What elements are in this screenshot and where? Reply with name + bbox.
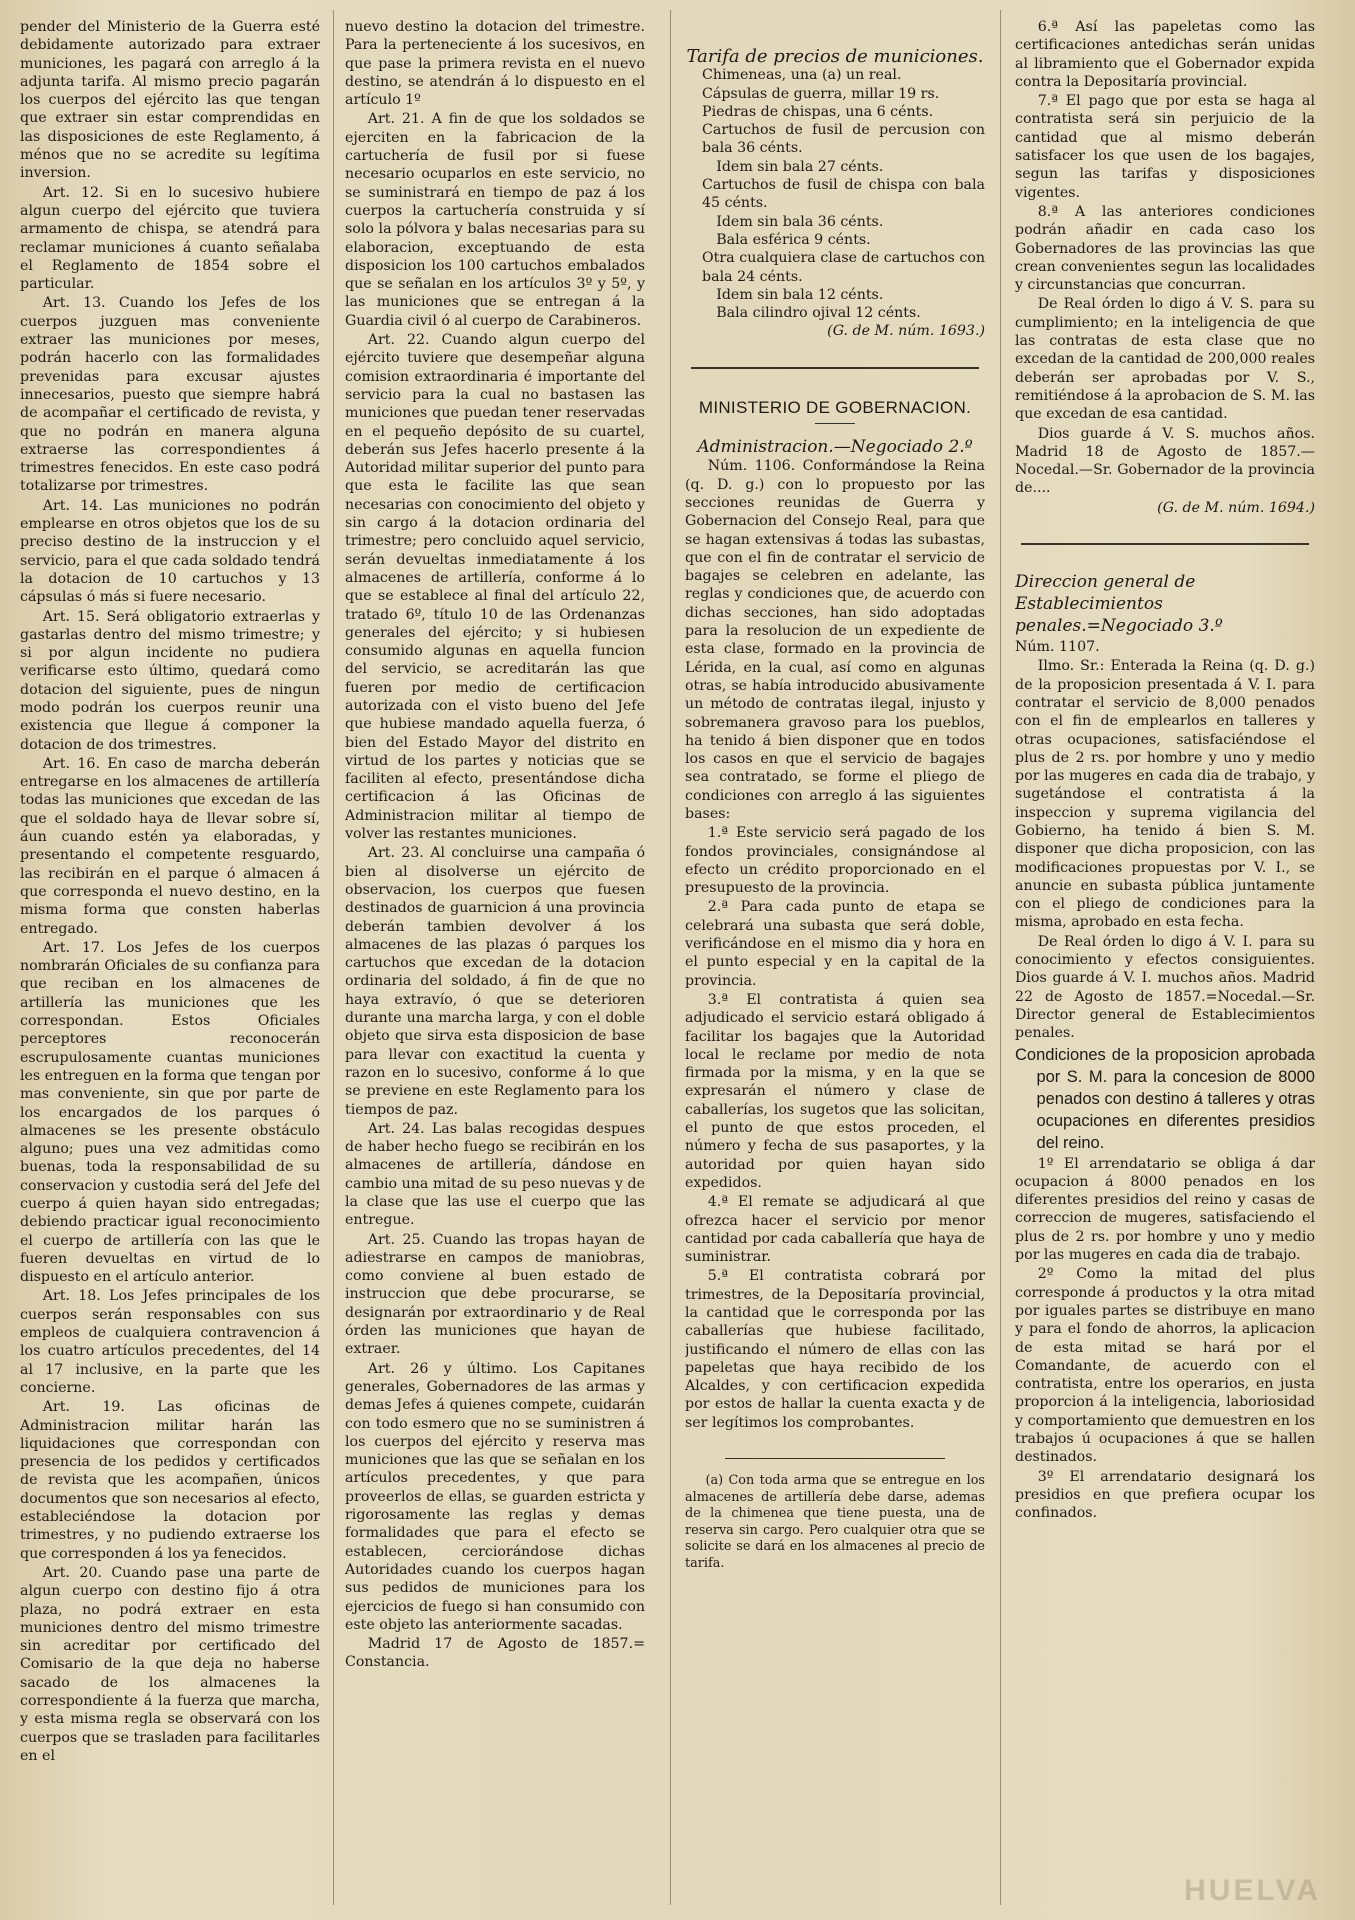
paragraph: Idem sin bala 36 cénts. — [716, 213, 884, 230]
paragraph: Dios guarde á V. S. muchos años. Madrid 18 de Agosto de 1857.— Nocedal.—Sr. Gobernador de la provincia de.... — [1015, 425, 1315, 497]
paragraph: Idem sin bala 12 cénts. — [716, 286, 884, 303]
column-4 — [1015, 18, 1315, 1898]
heading-rule — [815, 423, 855, 424]
tarifa-title: Tarifa de precios de municiones. — [686, 46, 984, 67]
paragraph: Art. 18. Los Jefes principales de los cuerpos serán responsables con sus empleos de cualquiera contravencion á los cuatro artículos precedentes, del 14 al 17 inclusive, en la parte que les concierne. — [20, 1288, 320, 1396]
paragraph: 3º El arrendatario designará los presidios en que prefiera ocupar los confinados. — [1015, 1468, 1315, 1522]
tarifa-list — [685, 66, 985, 322]
paragraph: Art. 17. Los Jefes de los cuerpos nombrarán Oficiales de su confianza para que reciban en los almacenes de artillería las municiones que les correspondan. Estos Oficiales perceptores reconocerán escrupulosamente cuantas municiones les entreguen en la forma que tengan por mas conveniente, sin que por parte de los encargados de los parques ó almacenes se les presente obstáculo alguno; pues una vez admitidas como buenas, toda la responsabilidad de su conservacion y custodia será del Jefe del cuerpo á quien hayan sido entregadas; debiendo practicar igual reconocimiento el cuerpo de artillería con las que le fueren devueltas en virtud de lo dispuesto en el artículo anterior. — [20, 939, 320, 1286]
tarifa-section — [685, 48, 985, 341]
gazette-signature: (G. de M. núm. 1694.) — [1157, 499, 1315, 516]
section-divider — [1021, 543, 1309, 545]
ministry-heading: MINISTERIO DE GOBERNACION. — [698, 397, 972, 417]
paragraph: Art. 23. Al concluirse una campaña ó bien al disolverse un ejército de observacion, los cuerpos que fuesen destinados de guarnicion á una provincia deberán tambien devolver á los almacenes de las plazas ó parques los cartuchos que excedan de la dotacion ordinaria del soldado, á fin de que no haya extravío, ó que se deterioren durante una marcha larga, y con el doble objeto que sirva esta disposicion de base para llevar con exactitud la cuenta y razon en lo sucesivo, conforme á lo que se previene en este Reglamento para los tiempos de paz. — [345, 845, 645, 1118]
paragraph: Art. 12. Si en lo sucesivo hubiere algun cuerpo del ejército que tuviera armamento de chispa, se atendrá para reclamar municiones á cuanto señalaba el Reglamento de 1854 sobre el particular. — [20, 184, 320, 293]
paragraph: pender del Ministerio de la Guerra esté debidamente autorizado para extraer municiones, les pagará con arreglo á la adjunta tarifa. Al mismo precio pagarán los cuerpos del ejército las que tengan que extraer sin estar comprendidas en las disposiciones de este Reglamento, á ménos que no se acredite su legítima inversion. — [20, 19, 320, 182]
paragraph: Art. 15. Será obligatorio extraerlas y gastarlas dentro del mismo trimestre; y si por algun incidente no pudiera verificarse esto último, quedará como dotacion del siguiente, pues de ningun modo podrán los cuerpos reunir una existencia que llegue á componer la dotacion de dos trimestres. — [20, 608, 320, 753]
paragraph: 4.ª El remate se adjudicará al que ofrezca hacer el servicio por menor cantidad por cada caballería que haya de suministrar. — [685, 1194, 985, 1266]
section-heading: Administracion.—Negociado 2.º — [697, 437, 973, 458]
paragraph: 2.ª Para cada punto de etapa se celebrará una subasta que será doble, verificándose en el mismo dia y hora en el punto especial y en la capital de la provincia. — [685, 899, 985, 989]
paragraph: Art. 25. Cuando las tropas hayan de adiestrarse en campos de maniobras, como conviene al buen estado de instruccion que debe procurarse, se designarán por extraordinario y de Real órden las municiones que hayan de extraer. — [345, 1231, 645, 1358]
column-rule — [333, 10, 334, 1905]
paragraph: 8.ª A las anteriores condiciones podrán añadir en cada caso los Gobernadores de las provincias las que crean convenientes segun las localidades y circunstancias que concurran. — [1015, 203, 1315, 294]
paragraph: Art. 19. Las oficinas de Administracion militar harán las liquidaciones que correspondan con presencia de los pedidos y certificados de revista que les acompañen, únicos documentos que son necesarios al efecto, estableciéndose la dotacion por trimestres, y no pudiendo extraerse los que corresponden á los ya fenecidos. — [20, 1399, 320, 1562]
penales-body — [1015, 638, 1315, 1043]
paragraph: 1º El arrendatario se obliga á dar ocupacion á 8000 penados en los diferentes presidios del reino y casas de correccion de mugeres, satisfaciendo el plus de 2 rs. por hombre y uno y medio por las mugeres en cada dia de trabajo. — [1015, 1155, 1315, 1264]
paragraph: Art. 20. Cuando pase una parte de algun cuerpo con destino fijo á otra plaza, no podrá extraer en esta municiones dentro del mismo trimestre sin acreditar por certificado del Comisario de la que deja no haberse sacado de los almacenes la correspondiente á la fuerza que marcha, y esta misma regla se observará con los cuerpos que se trasladen para facilitarles en el — [20, 1564, 320, 1764]
paragraph: Bala cilindro ojival 12 cénts. — [716, 305, 921, 322]
paragraph: Otra cualquiera clase de cartuchos con bala 24 cénts. — [702, 250, 985, 285]
paragraph: Núm. 1107. — [1015, 639, 1100, 656]
conditions-title-text: Condiciones de la proposicion aprobada por S. M. para la concesion de 8000 penados con destino á talleres y otras ocupaciones en diferentes presidios del reino. — [1015, 1045, 1315, 1152]
paragraph: Chimeneas, una (a) un real. — [702, 67, 902, 84]
archive-watermark: HUELVA — [1184, 1874, 1321, 1907]
paragraph: Piedras de chispas, una 6 cénts. — [702, 103, 934, 120]
paragraph: nuevo destino la dotacion del trimestre. Para la perteneciente á los sucesivos, en que pase la primera revista en el nuevo destino, se atendrán á lo dispuesto en el artículo 1º — [345, 19, 645, 109]
ministry-body — [685, 457, 985, 1432]
paragraph: Cápsulas de guerra, millar 19 rs. — [702, 85, 940, 102]
paragraph: De Real órden lo digo á V. I. para su conocimiento y efectos consiguientes. Dios guarde á V. I. muchos años. Madrid 22 de Agosto de 1857.=Nocedal.—Sr. Director general de Establecimientos penales. — [1015, 933, 1315, 1042]
tarifa-signature: (G. de M. núm. 1693.) — [827, 323, 985, 340]
paragraph: Art. 14. Las municiones no podrán emplearse en otros objetos que los de su preciso destino de la instruccion y el servicio, para el que cada soldado tendrá la dotacion de 10 cartuchos y 13 cápsulas ó más si fuere necesario. — [20, 497, 320, 606]
paragraph: 5.ª El contratista cobrará por trimestres, de la Depositaría provincial, la cantidad que le corresponda por las caballerías que hubiese facilitado, justificando el número de ellas con las papeletas que haya recibido de los Alcaldes, y con certificacion expedida por estos de hallar la cuenta exacta y de ser legítimos los comprobantes. — [685, 1268, 985, 1431]
paragraph: Art. 13. Cuando los Jefes de los cuerpos juzguen mas conveniente extraer las municiones por meses, podrán hacerlo con las formalidades prevenidas para excusar ajustes innecesarios, puesto que siempre habrá de acompañar el certificado de revista, y que no podrán en manera alguna extraerse las correspondientes á trimestres fenecidos. En este caso podrá totalizarse por trimestres. — [20, 295, 320, 495]
conditions-list — [1015, 1155, 1315, 1523]
paragraph: Idem sin bala 27 cénts. — [716, 158, 884, 175]
paragraph: De Real órden lo digo á V. S. para su cumplimiento; en la inteligencia de que las contratas de esta clase que no excedan de la cantidad de 200,000 reales deberán ser aprobadas por V. S., remitiéndose á la aprobacion de S. M. las que excedan de esa cantidad. — [1015, 296, 1315, 423]
paragraph: 2º Como la mitad del plus corresponde á productos y la otra mitad por iguales partes se distribuye en mano y para el fondo de ahorros, la aplicacion de esta mitad se hará por el Comandante, de acuerdo con el contratista, entre los operarios, en justa proporcion á la inteligencia, laboriosidad y comportamiento que demuestren en los trabajos ú ocupaciones á que se hallen destinados. — [1015, 1266, 1315, 1466]
paragraph: Ilmo. Sr.: Enterada la Reina (q. D. g.) de la proposicion presentada á V. I. para contratar el servicio de 8,000 penados con el fin de emplearlos en talleres y otras ocupaciones, satisfaciéndose el plus de 2 rs. por hombre y uno y medio por las mugeres en cada dia de trabajo, y sugetándose el contratista á la inspeccion y suprema vigilancia del Gobierno, ha tenido á bien S. M. disponer que dicha proposicion, con las modificaciones propuestas por V. I., se anuncie en subasta pública juntamente con el pliego de condiciones para la misma, aprobado en esta fecha. — [1015, 658, 1315, 931]
paragraph: 1.ª Este servicio será pagado de los fondos provinciales, consignándose al efecto un crédito proporcionado en el presupuesto de la provincia. — [685, 825, 985, 897]
column-rule — [1000, 10, 1001, 1905]
paragraph: Art. 22. Cuando algun cuerpo del ejército tuviere que desempeñar alguna comision extraordinaria é importante del servicio para la cual no bastasen las municiones que puedan tener reservadas en el pequeño depósito de su cuartel, deberán sus Jefes hacerlo presente á la Autoridad militar superior del punto para que esta le facilite las que sean necesarias con conocimiento del objeto y sin cargo á la dotacion ordinaria del trimestre; pero concluido aquel servicio, serán devueltas inmediatamente á los almacenes de artillería, conforme á lo que se establece al final del artículo 22, tratado 6º, título 10 de las Ordenanzas generales del ejército; y si hubiesen consumido algunas en aquella funcion del servicio, se acreditarán las que fueren por medio de certificacion autorizada con el visto bueno del Jefe que hubiese mandado aquella fuerza, ó bien del Estado Mayor del distrito en virtud de los partes y noticias que se faciliten al efecto, presentándose dicha certificacion á las Oficinas de Administracion militar al tiempo de volver las restantes municiones. — [345, 332, 645, 843]
paragraph: Art. 16. En caso de marcha deberán entregarse en los almacenes de artillería todas las municiones que excedan de las que el soldado haya de llevar sobre sí, áun cuando estén ya elaboradas, y presentando el competente resguardo, las recibirán en el parque ó almacen á que corresponda el nuevo destino, en la misma forma que consten haberlas entregado. — [20, 755, 320, 937]
paragraph: Art. 26 y último. Los Capitanes generales, Gobernadores de las armas y demas Jefes á quienes compete, cuidarán con todo esmero que no se suministren á los cuerpos del ejército y reserva mas municiones que las que se señalan en los artículos precedentes, y que para proveerlos de ellas, se guarden estricta y rigorosamente las reglas y demas formalidades que para el efecto se establecen, cerciorándose dichas Autoridades cuando los cuerpos hagan sus pedidos de municiones para los ejercicios de fuego si han consumido con este objeto las anteriormente sacadas. — [345, 1360, 645, 1633]
column-2 — [345, 18, 645, 1898]
column-3 — [685, 18, 985, 1898]
bagajes-continuation — [1015, 18, 1315, 498]
paragraph: 3.ª El contratista á quien sea adjudicado el servicio estará obligado á facilitar los bagajes que la Autoridad local le reclame por medio de nota firmada por la misma, y en la que se expresarán el número y clase de caballerías, los sugetos que las solicitan, el punto de que estos proceden, el número y fecha de sus pasaportes, y la autoridad por quien hayan sido expedidos. — [685, 991, 985, 1191]
column-1 — [20, 18, 320, 1898]
section-divider — [691, 367, 979, 369]
paragraph: 7.ª El pago que por esta se haga al contratista será sin perjuicio de la cantidad que al mismo deberán satisfacer los que usen de los bagajes, segun las tarifas y disposiciones vigentes. — [1015, 93, 1315, 201]
paragraph: 6.ª Así las papeletas como las certificaciones antedichas serán unidas al libramiento que el Gobernador expida contra la Depositaría provincial. — [1015, 19, 1315, 90]
footnote: (a) Con toda arma que se entregue en los almacenes de artillería debe darse, ademas de la chimenea que tiene puesta, una de reserva sin cargo. Pero cualquier otra que se solicite se dará en los almacenes al precio de tarifa. — [685, 1473, 985, 1571]
paragraph: Cartuchos de fusil de chispa con bala 45 cénts. — [702, 177, 985, 212]
conditions-title — [1015, 1044, 1315, 1154]
paragraph: Art. 24. Las balas recogidas despues de haber hecho fuego se recibirán en los almacenes de artillería, dándose en cambio una mitad de su peso nuevas y de la clase que las use el cuerpo que las entregue. — [345, 1120, 645, 1229]
paragraph: Cartuchos de fusil de percusion con bala 36 cénts. — [702, 122, 985, 157]
footnote-rule — [725, 1458, 945, 1459]
paragraph: Madrid 17 de Agosto de 1857.= Constancia. — [345, 1636, 645, 1671]
section-heading-penales: Direccion general de Establecimientos penales.=Negociado 3.º — [1015, 572, 1223, 637]
paragraph: Bala esférica 9 cénts. — [716, 231, 871, 248]
paragraph: Art. 21. A fin de que los soldados se ejerciten en la fabricacion de la cartuchería de fusil por si fuese necesario ocuparlos en este servicio, no se suministrará en tiempo de paz á los cuerpos la cartuchería construida y sí solo la pólvora y balas necesarias para su elaboracion, exceptuando de esta disposicion los 100 cartuchos embalados que se señalan en los artículos 3º y 5º, y las municiones que se entregan á la Guardia civil ó al cuerpo de Carabineros. — [345, 111, 645, 329]
paragraph: Núm. 1106. Conformándose la Reina (q. D. g.) con lo propuesto por las secciones reunidas de Guerra y Gobernacion del Consejo Real, para que se hagan extensivas á todas las subastas, que con el fin de contratar el servicio de bagajes se celebren en adelante, las reglas y condiciones que, de acuerdo con dichas secciones, han sido adoptadas para la resolucion de un expediente de esta clase, formado en la provincia de Lérida, en la cual, así como en algunas otras, se había introducido abusivamente un método de contratas ilegal, injusto y sobremanera gravoso para los pueblos, ha tenido á bien disponer que en todos los casos en que el servicio de bagajes sea contratado, se forme el pliego de condiciones con arreglo á las siguientes bases: — [685, 458, 985, 822]
column-rule — [670, 10, 671, 1905]
